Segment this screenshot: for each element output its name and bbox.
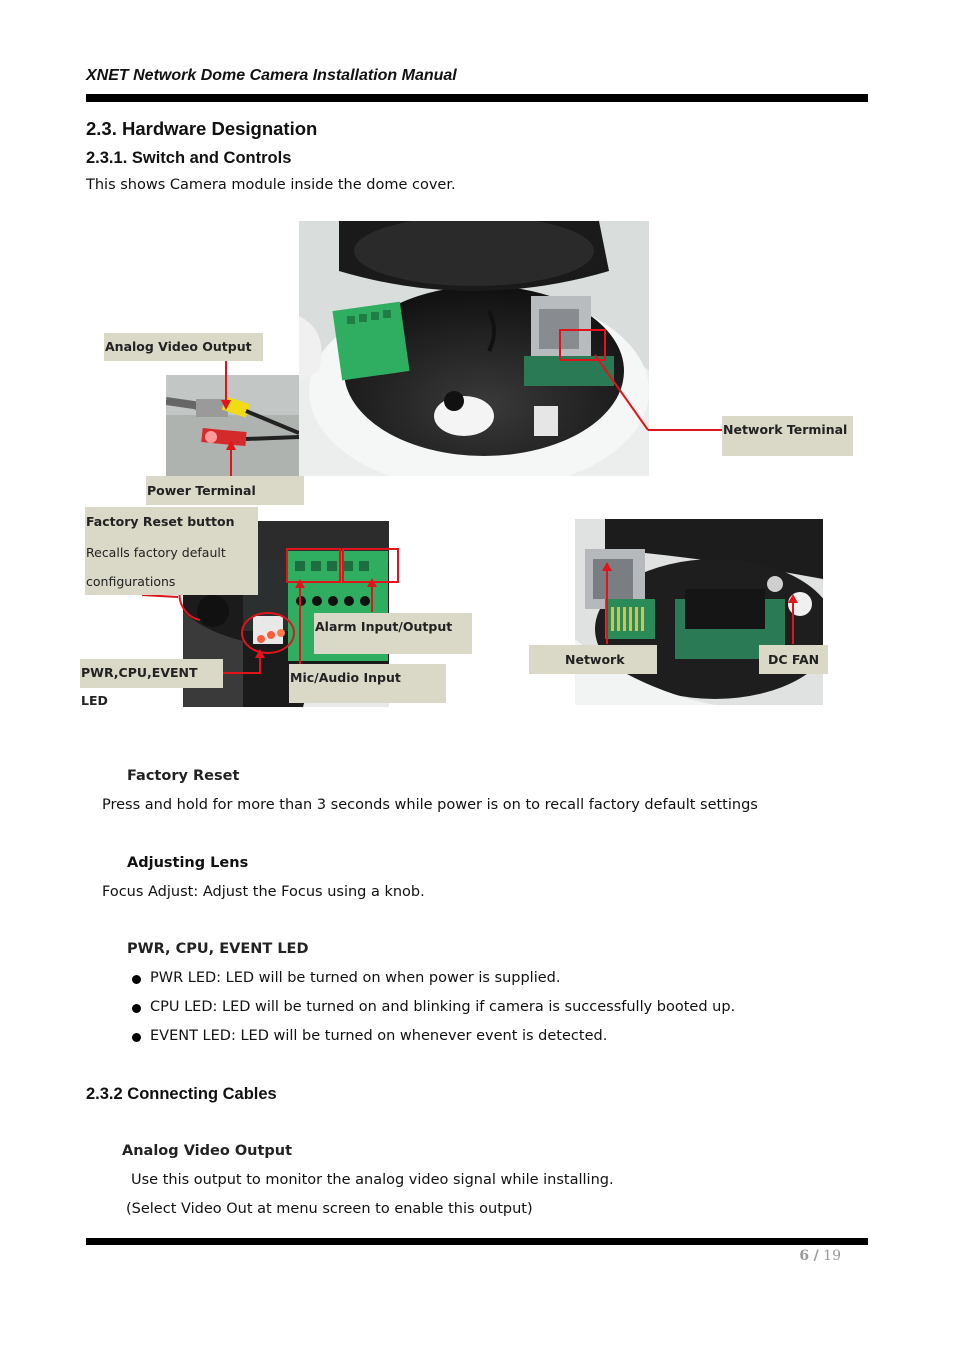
connecting-heading: 2.3.2 Connecting Cables bbox=[86, 1085, 277, 1103]
callout-factory-reset-line1: Recalls factory default bbox=[86, 545, 226, 560]
led-title: PWR, CPU, EVENT LED bbox=[127, 941, 309, 957]
callout-power-terminal: Power Terminal bbox=[146, 476, 304, 505]
bullet-icon bbox=[132, 1004, 141, 1013]
section-subheading: 2.3.1. Switch and Controls bbox=[86, 149, 292, 167]
page-separator: / bbox=[813, 1248, 819, 1264]
adjusting-lens-text: Focus Adjust: Adjust the Focus using a knob. bbox=[102, 884, 425, 900]
document-header-title: XNET Network Dome Camera Installation Manual bbox=[86, 67, 457, 84]
callout-led: PWR,CPU,EVENT LED bbox=[80, 659, 223, 688]
callout-factory-reset-title: Factory Reset button bbox=[86, 514, 235, 529]
bullet-icon bbox=[132, 975, 141, 984]
led-item-event: EVENT LED: LED will be turned on whenever event is detected. bbox=[150, 1028, 608, 1044]
factory-reset-text: Press and hold for more than 3 seconds while power is on to recall factory default settings bbox=[102, 797, 758, 813]
led-item-cpu: CPU LED: LED will be turned on and blinking if camera is successfully booted up. bbox=[150, 999, 736, 1015]
page-total: 19 bbox=[823, 1248, 841, 1264]
callout-network: Network bbox=[529, 645, 657, 674]
analog-output-line2: (Select Video Out at menu screen to enable this output) bbox=[126, 1201, 533, 1217]
section-heading: 2.3. Hardware Designation bbox=[86, 118, 318, 139]
callout-alarm-io: Alarm Input/Output bbox=[314, 613, 472, 654]
bullet-icon bbox=[132, 1033, 141, 1042]
analog-output-title: Analog Video Output bbox=[122, 1143, 293, 1159]
callout-network-terminal: Network Terminal bbox=[722, 416, 853, 456]
callout-factory-reset-line2: configurations bbox=[86, 574, 176, 589]
analog-output-line1: Use this output to monitor the analog video signal while installing. bbox=[131, 1172, 614, 1188]
callout-mic-audio: Mic/Audio Input bbox=[289, 664, 446, 703]
callout-analog-video-output: Analog Video Output bbox=[104, 333, 263, 361]
callout-factory-reset bbox=[85, 507, 258, 595]
callout-dc-fan: DC FAN bbox=[759, 645, 828, 674]
page-number bbox=[799, 1248, 841, 1264]
footer-rule bbox=[86, 1238, 868, 1245]
adjusting-lens-title: Adjusting Lens bbox=[127, 855, 249, 871]
led-item-pwr: PWR LED: LED will be turned on when power is supplied. bbox=[150, 970, 561, 986]
section-intro: This shows Camera module inside the dome cover. bbox=[86, 177, 456, 193]
factory-reset-title: Factory Reset bbox=[127, 768, 240, 784]
page-current: 6 bbox=[799, 1248, 810, 1264]
